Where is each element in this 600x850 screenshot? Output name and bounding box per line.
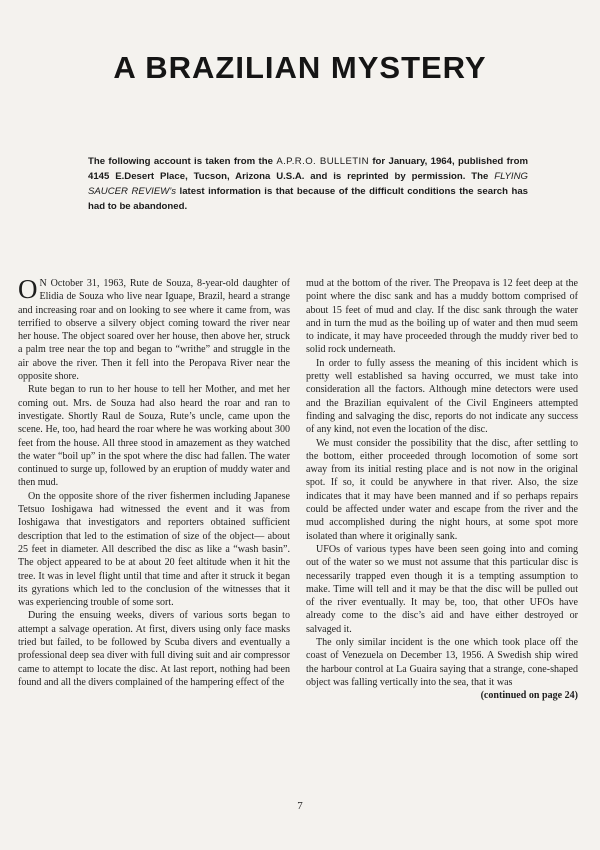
column-right	[306, 277, 578, 703]
paragraph: On the opposite shore of the river fishermen including Japanese Tetsuo Ioshigawa had witnessed the event and it was from Ioshigawa that investigators and reporters obtained sufficient description that led to the estimation of size of the object— about 25 feet in diameter. All described the disc as like a “wash basin”. The object appeared to be at about 20 feet altitude when it hit the tree. It was in level flight until that time and after it struck it began its gyrations which led to the conclusion of the witnesses that it was experiencing trouble of some sort.	[18, 490, 290, 609]
intro-text-1: The following account is taken from the	[88, 156, 277, 167]
column-left	[18, 274, 290, 689]
continued-note: (continued on page 24)	[480, 690, 578, 702]
paragraph: During the ensuing weeks, divers of various sorts began to attempt a salvage operation. At first, divers using only face masks tried but failed, to be followed by Scuba divers and eventually a professional deep sea diver with full diving suit and air compressor came to attempt to locate the disc. At last report, nothing had been found and all the divers complained of the hampering effect of the	[18, 610, 290, 688]
paragraph: Rute began to run to her house to tell her Mother, and met her coming out. Mrs. de Souza had also heard the roar and ran to investigate. Shortly Raul de Souza, Rute’s uncle, came upon the scene. He, too, had heard the roar where he was working about 300 feet from the house. All three stood in amazement as they watched the water “boil up” in the spot where the disc had fallen. The water continued to surge up, followed by an eruption of muddy water and then mud.	[18, 384, 290, 489]
intro-review-name: FLYING SAUCER REVIEW’s	[88, 171, 528, 197]
article-intro	[88, 154, 528, 214]
paragraph: UFOs of various types have been seen going into and coming out of the water so we must not assume that this particular disc is necessarily trapped even though it is a tempting assumption to make. Time will tell and it may be that the disc will be pulled out of the river eventually. It may be, too, that other UFOs have already come to the disc’s aid and have either destroyed or salvaged it.	[306, 543, 578, 635]
paragraph-text: N October 31, 1963, Rute de Souza, 8-year-old daughter of Elidia de Souza who live near Iguape, Brazil, heard a strange and increasing roar and on looking to see where it came from, was terrified to observe a silvery object coming toward the river near her house. The object soared over her house, then above her, struck a palm tree near the top and began to “writhe” and struggle in the air above the river. Then it fell into the Peropava River near the opposite shore.	[18, 278, 290, 383]
page-number: 7	[297, 800, 303, 812]
drop-cap: O	[18, 274, 38, 304]
intro-text-3: latest information is that because of the difficult conditions the search has had to be abandoned.	[88, 186, 529, 212]
paragraph: We must consider the possibility that the disc, after settling to the bottom, either proceeded through locomotion of some sort away from its initial resting place and is not now in the original spot. If so, it could be anywhere in that river. Also, the size indicates that it may have been manned and if so perhaps repairs could be affected under water and escape from the river and the mud accomplished during the night hours, at some spot more isolated than where it originally sank.	[306, 437, 578, 542]
intro-text-2: for January, 1964, published from 4145 E.Desert Place, Tucson, Arizona U.S.A. and is reprinted by permission. The	[88, 156, 528, 182]
intro-bulletin-name: A.P.R.O. BULLETIN	[276, 156, 369, 167]
paragraph: The only similar incident is the one which took place off the coast of Venezuela on December 13, 1956. A Swedish ship wired the harbour control at La Guaira saying that a strange, cone-shaped object was falling vertically into the sea, that it was	[306, 637, 578, 688]
paragraph	[18, 274, 290, 383]
article-title: A BRAZILIAN MYSTERY	[113, 50, 487, 85]
paragraph: In order to fully assess the meaning of this incident which is pretty well established sa having occurred, we must take into consideration all the factors. Although mine detectors were used and the Brazilian equivalent of the Civil Engineers attempted finding and salvaging the disc, reports do not indicate any success of any kind, not even the location of the disc.	[306, 357, 578, 436]
paragraph: mud at the bottom of the river. The Preopava is 12 feet deep at the point where the disc sank and has a muddy bottom comprised of about 15 feet of mud and clay. If the disc sank through the water and in turn the mud as the boiling up of water and then mud seem to indicate, it may have proceeded through the muddy river bed to solid rock underneath.	[306, 278, 578, 356]
